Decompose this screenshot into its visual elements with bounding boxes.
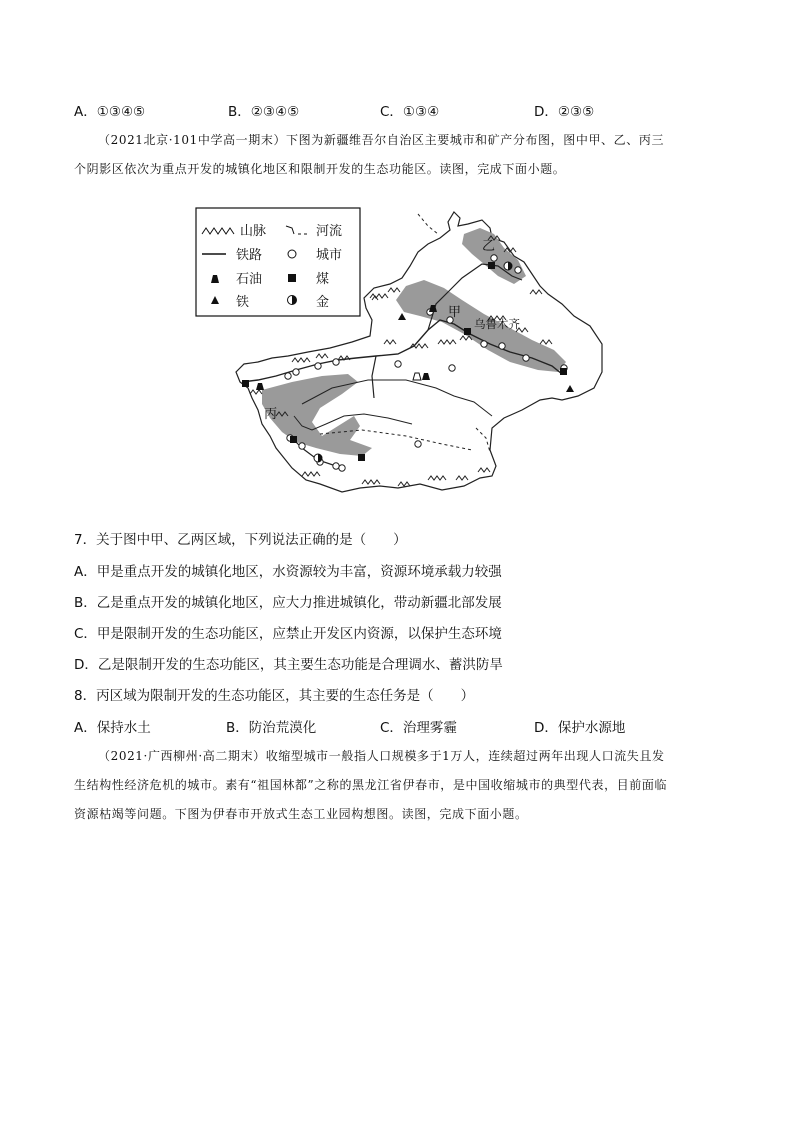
q7-option-b[interactable]: B．乙是重点开发的城镇化地区，应大力推进城镇化，带动新疆北部发展 xyxy=(74,595,502,611)
intro2-line-1: （2021·广西柳州·高二期末）收缩型城市一般指人口规模多于1万人，连续超过两年出现人口流失且发 xyxy=(98,749,665,763)
xinjiang-map xyxy=(192,204,616,504)
river-north xyxy=(418,214,438,234)
q6-option-a[interactable]: A．①③④⑤ xyxy=(74,104,146,120)
intro-paragraph-2 xyxy=(74,742,722,829)
q8-option-d[interactable]: D．保护水源地 xyxy=(534,720,626,736)
legend-mountain: 山脉 xyxy=(240,224,267,239)
q8-stem: 8．丙区域为限制开发的生态功能区，其主要的生态任务是（ ） xyxy=(74,688,475,704)
q6-option-d[interactable]: D．②③⑤ xyxy=(534,104,595,120)
legend-coal-icon xyxy=(288,274,296,282)
q7-option-c[interactable]: C．甲是限制开发的生态功能区，应禁止开发区内资源，以保护生态环境 xyxy=(74,626,502,642)
intro1-line-2: 个阴影区依次为重点开发的城镇化地区和限制开发的生态功能区。读图，完成下面小题。 xyxy=(74,162,566,176)
intro2-line-2: 生结构性经济危机的城市。素有“祖国林都”之称的黑龙江省伊春市，是中国收缩城市的典型代表，目前面临 xyxy=(74,778,668,792)
q8-option-b[interactable]: B．防治荒漠化 xyxy=(226,720,317,736)
legend-railway: 铁路 xyxy=(236,248,263,263)
legend-city-icon xyxy=(288,250,296,258)
legend-oil: 石油 xyxy=(236,272,263,287)
label-bing: 丙 xyxy=(264,407,278,422)
legend-iron: 铁 xyxy=(236,295,250,310)
q7-option-a[interactable]: A．甲是重点开发的城镇化地区，水资源较为丰富，资源环境承载力较强 xyxy=(74,564,502,580)
q8-option-a[interactable]: A．保持水土 xyxy=(74,720,151,736)
q6-options xyxy=(74,100,774,120)
label-urumqi: 乌鲁木齐 xyxy=(474,317,520,331)
intro-paragraph-1 xyxy=(74,126,722,184)
q8-option-c[interactable]: C．治理雾霾 xyxy=(380,720,457,736)
q7-option-d[interactable]: D．乙是限制开发的生态功能区，其主要生态功能是合理调水、蓄洪防旱 xyxy=(74,657,503,673)
legend-coal: 煤 xyxy=(316,272,330,287)
legend-city: 城市 xyxy=(316,248,343,263)
legend-river: 河流 xyxy=(316,224,343,239)
q6-option-c[interactable]: C．①③④ xyxy=(380,104,440,120)
label-yi: 乙 xyxy=(482,239,496,254)
q7-stem: 7．关于图中甲、乙两区域，下列说法正确的是（ ） xyxy=(74,532,407,548)
q6-option-b[interactable]: B．②③④⑤ xyxy=(228,104,300,120)
label-jia: 甲 xyxy=(448,305,462,320)
map-legend xyxy=(196,208,360,316)
legend-gold-icon xyxy=(288,296,297,305)
intro1-line-1: （2021北京·101中学高一期末）下图为新疆维吾尔自治区主要城市和矿产分布图，图中甲、乙、丙三 xyxy=(98,133,665,147)
legend-gold: 金 xyxy=(316,295,330,310)
q8-options xyxy=(74,716,774,736)
oil-outline-marker xyxy=(413,373,421,380)
intro2-line-3: 资源枯竭等问题。下图为伊春市开放式生态工业园构想图。读图，完成下面小题。 xyxy=(74,807,528,821)
